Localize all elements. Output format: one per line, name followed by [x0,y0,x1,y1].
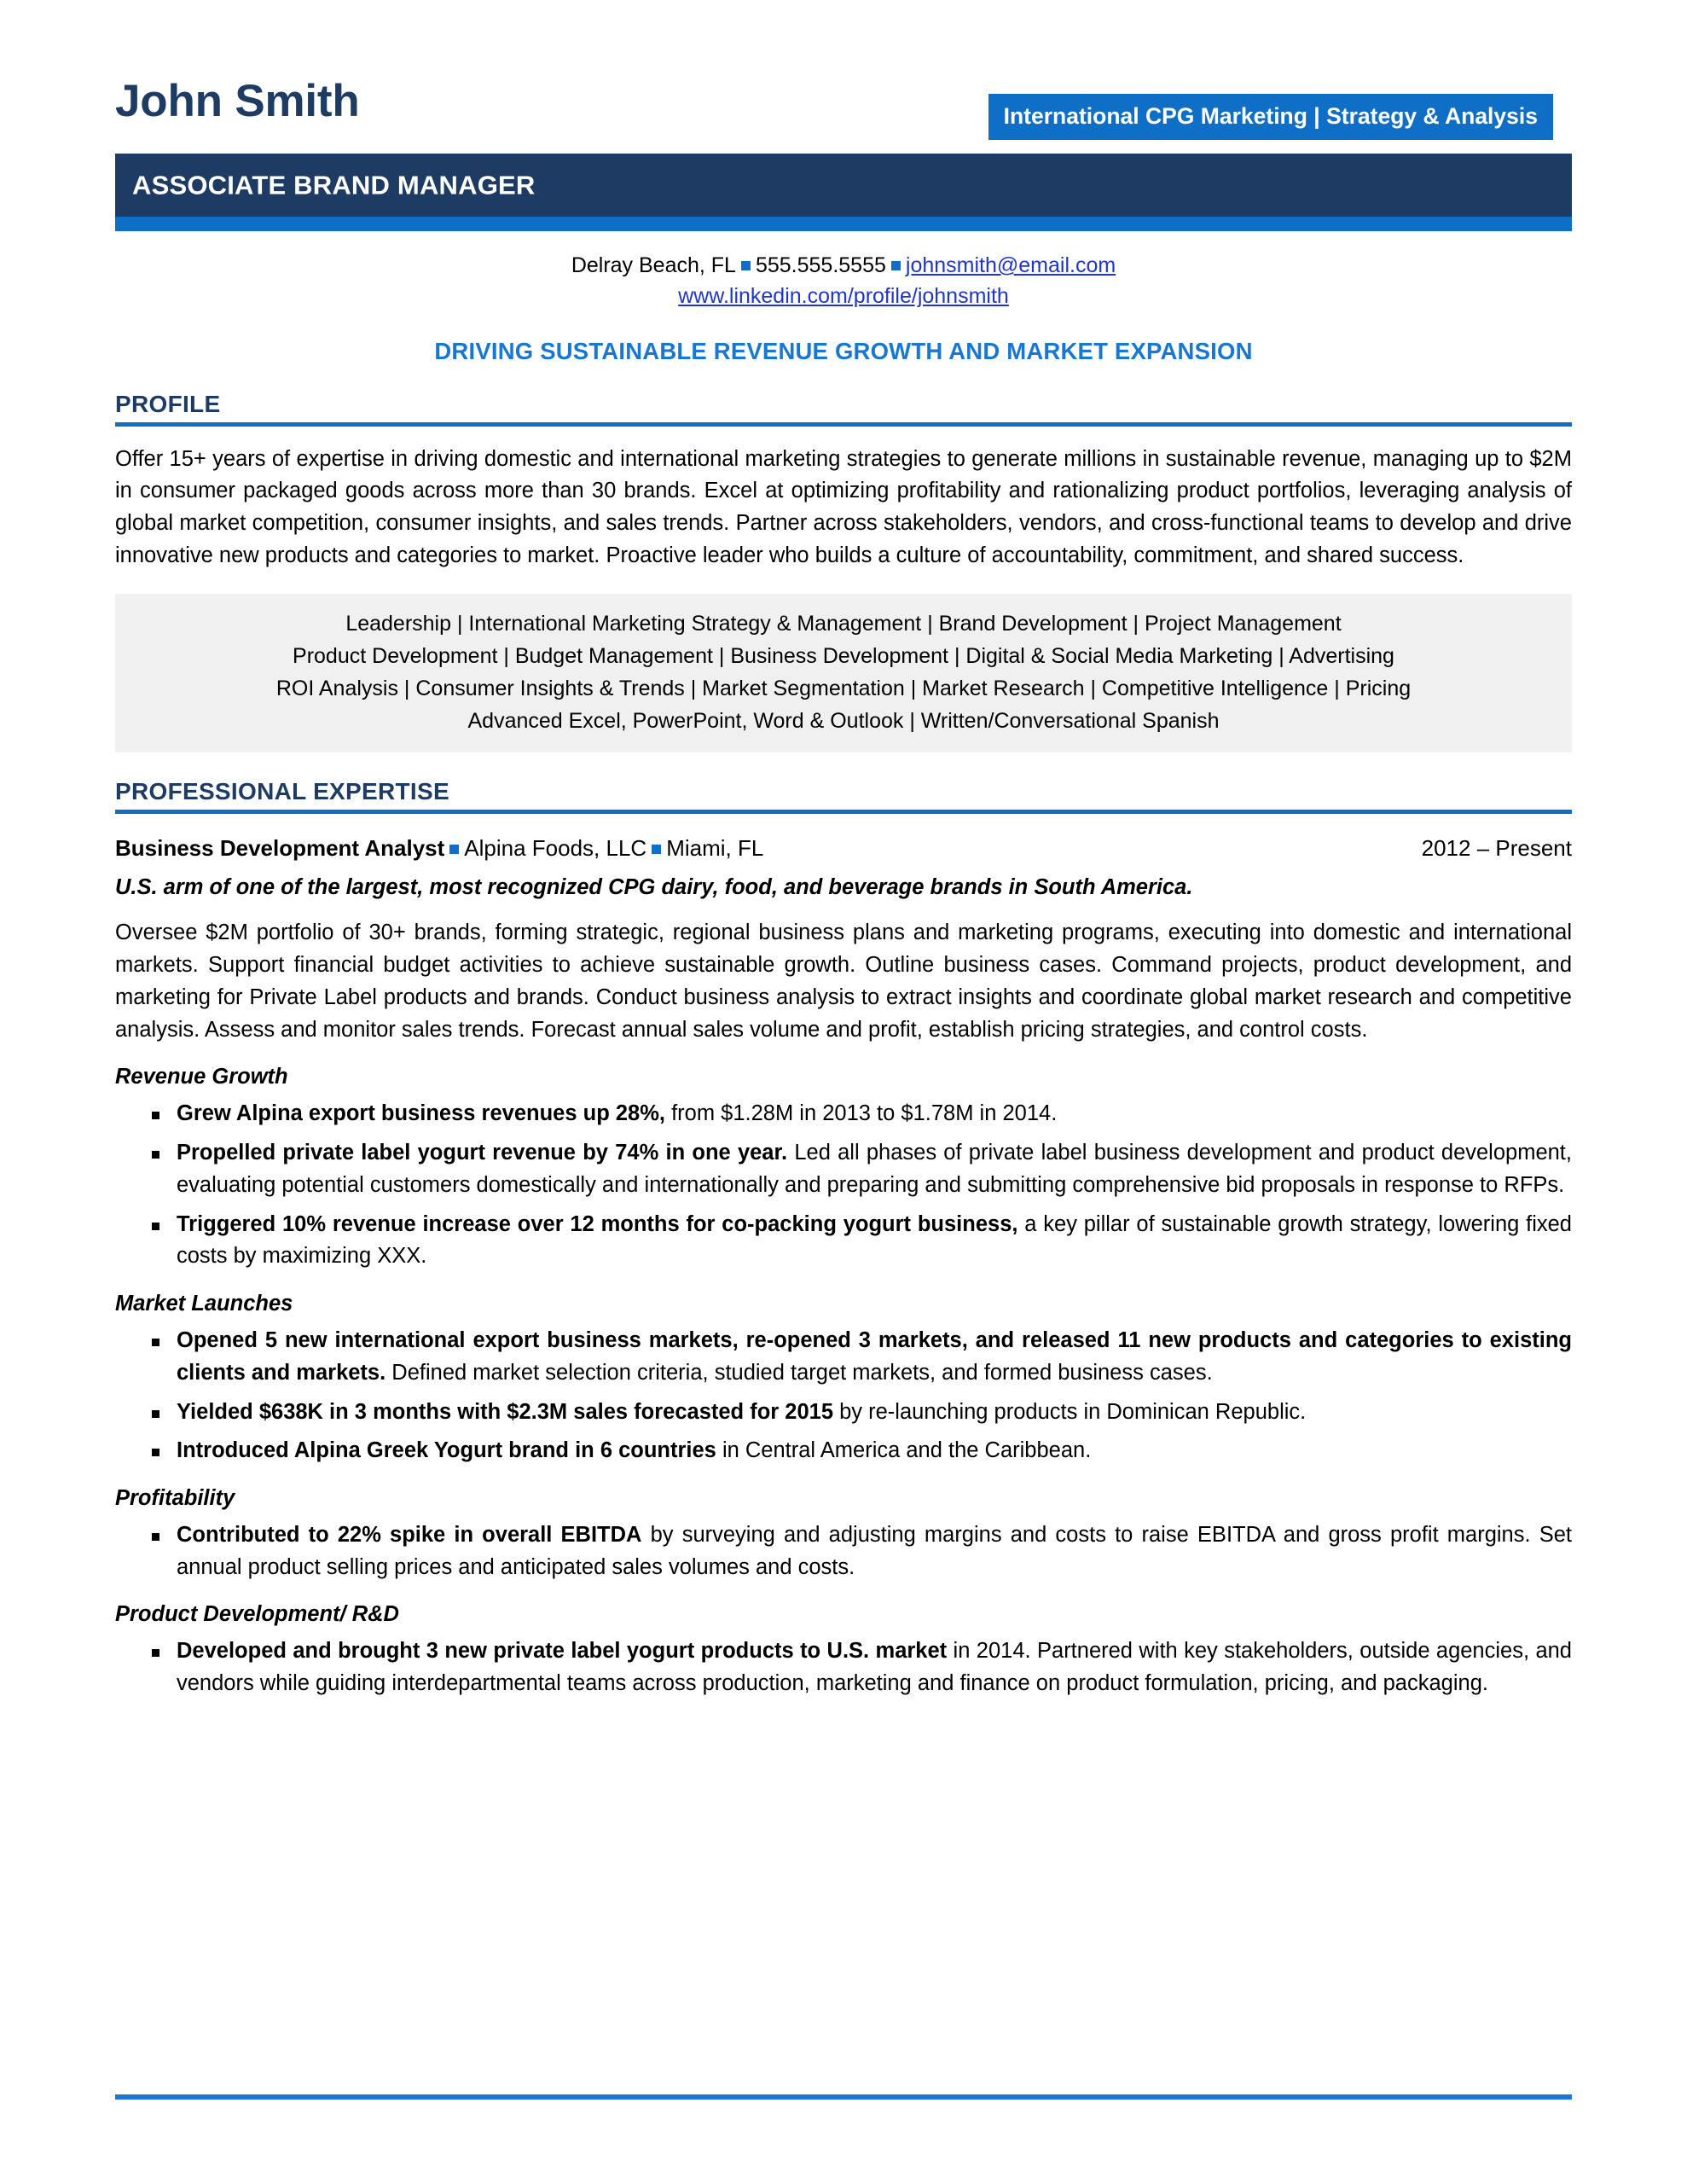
achievement-detail: in 2014. Partnered with key stakeholders, outside agencies, and vendors while guiding interdepartmental teams across production, marketing and finance on product formulation, pricing, and packaging. [177,1639,1572,1696]
candidate-job-title: ASSOCIATE BRAND MANAGER [132,170,536,200]
resume-body [115,391,1572,1700]
tagline-badge: International CPG Marketing | Strategy & Analysis [988,94,1553,140]
contact-location: Delray Beach, FL [571,253,736,277]
bottom-divider [115,2094,1572,2100]
job-role: Business Development Analyst [115,835,445,862]
achievement-list [115,1098,1572,1273]
job-dates: 2012 – Present [1421,835,1572,862]
achievement-group-title: Market Launches [115,1292,293,1316]
job-summary-paragraph: Oversee $2M portfolio of 30+ brands, forming strategic, regional business plans and marketing programs, executing into domestic and international markets. Support financial budget activities to achieve sustainable growth. Outline business cases. Command projects, product development, and marketing for Private Label products and brands. Conduct business analysis to extract insights and coordinate global market research and competitive analysis. Assess and monitor sales trends. Forecast annual sales volume and profit, establish pricing strategies, and control costs. [115,921,1572,1042]
square-separator-icon [449,845,459,854]
achievement-item [115,1435,1572,1467]
achievement-detail: Led all phases of private label business development and product development, evaluating potential customers domestically and internationally and preparing and submitting comprehensive bid proposals in response to RFPs. [177,1141,1572,1197]
skills-line: Advanced Excel, PowerPoint, Word & Outlook | Written/Conversational Spanish [467,709,1220,734]
achievement-groups [115,1065,1572,1700]
achievement-list [115,1635,1572,1699]
job-location: Miami, FL [666,835,764,862]
square-separator-icon [741,261,751,270]
contact-phone: 555.555.5555 [755,253,886,277]
professional-headline: DRIVING SUSTAINABLE REVENUE GROWTH AND MARKET EXPANSION [434,337,1253,364]
achievement-item [115,1635,1572,1699]
achievement-detail: in Central America and the Caribbean. [716,1438,1092,1463]
achievement-highlight: Propelled private label yogurt revenue by 74% in one year. [177,1141,788,1165]
achievement-detail: from $1.28M in 2013 to $1.78M in 2014. [665,1101,1058,1126]
achievement-detail: by surveying and adjusting margins and costs to raise EBITDA and gross profit margins. Set annual product selling prices and anticipated sales volumes and costs. [177,1522,1572,1579]
section-heading-professional-expertise: PROFESSIONAL EXPERTISE [115,778,1572,814]
skills-line: Leadership | International Marketing Strategy & Management | Brand Development | Project Management [345,612,1342,636]
achievement-item [115,1519,1572,1583]
achievement-item [115,1397,1572,1429]
achievement-item [115,1325,1572,1389]
name-row [115,78,1572,154]
achievement-highlight: Developed and brought 3 new private label yogurt products to U.S. market [177,1639,948,1664]
achievement-list [115,1519,1572,1583]
core-skills-box [115,594,1572,752]
company-description: U.S. arm of one of the largest, most recognized CPG dairy, food, and beverage brands in South America. [115,875,1193,900]
achievement-detail: a key pillar of sustainable growth strategy, lowering fixed costs by maximizing XXX. [177,1211,1572,1269]
square-separator-icon [652,845,661,854]
achievement-item [115,1098,1572,1130]
achievement-detail: by re-launching products in Dominican Republic. [833,1399,1307,1424]
achievement-highlight: Grew Alpina export business revenues up 28%, [177,1101,665,1126]
job-title-bar [115,154,1572,217]
skills-line: ROI Analysis | Consumer Insights & Trends | Market Segmentation | Market Research | Competitive Intelligence | Pricing [275,677,1412,701]
contact-linkedin-link[interactable]: www.linkedin.com/profile/johnsmith [678,284,1009,309]
achievement-highlight: Yielded $638K in 3 months with $2.3M sales forecasted for 2015 [177,1399,834,1424]
job-title-company-location [115,835,763,862]
contact-info [0,250,1687,312]
profile-paragraph: Offer 15+ years of expertise in driving domestic and international marketing strategies to generate millions in sustainable revenue, managing up to $2M in consumer packaged goods across more than 30 brands. Excel at optimizing profitability and rationalizing product portfolios, leveraging analysis of global market competition, consumer insights, and sales trends. Partner across stakeholders, vendors, and cross-functional teams to develop and drive innovative new products and categories to market. Proactive leader who builds a culture of accountability, commitment, and shared success. [115,446,1572,567]
job-company: Alpina Foods, LLC [464,835,647,862]
achievement-item [115,1137,1572,1201]
achievement-group-title: Product Development/ R&D [115,1602,399,1627]
achievement-highlight: Opened 5 new international export business markets, re-opened 3 markets, and released 11 new products and categories to existing clients and markets. [177,1328,1572,1385]
achievement-item [115,1209,1572,1273]
achievement-highlight: Contributed to 22% spike in overall EBITDA [177,1522,642,1547]
section-heading-profile: PROFILE [115,391,1572,427]
title-accent-underbar [115,217,1572,231]
candidate-name: John Smith [115,76,360,126]
square-separator-icon [891,261,901,270]
skills-line: Product Development | Budget Management | Business Development | Digital & Social Media Marketing | Advertising [293,644,1394,669]
achievement-group-title: Revenue Growth [115,1065,288,1089]
achievement-list [115,1325,1572,1467]
achievement-group-title: Profitability [115,1485,235,1510]
achievement-detail: Defined market selection criteria, studied target markets, and formed business cases. [386,1360,1213,1385]
job-header [115,835,1572,862]
contact-email-link[interactable]: johnsmith@email.com [905,253,1116,277]
resume-header [115,0,1572,231]
achievement-highlight: Triggered 10% revenue increase over 12 months for co-packing yogurt business, [177,1211,1018,1236]
achievement-highlight: Introduced Alpina Greek Yogurt brand in 6 countries [177,1438,716,1463]
